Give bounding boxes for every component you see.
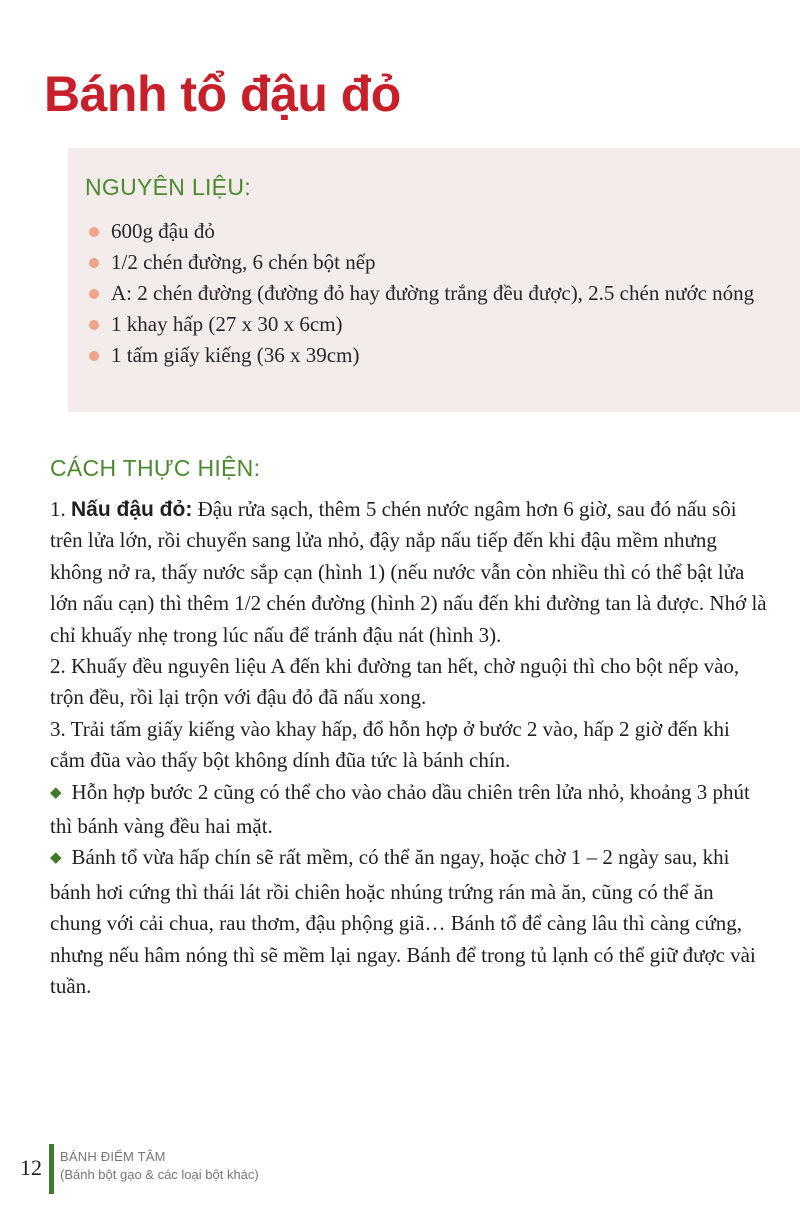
- ingredients-list: [84, 216, 784, 371]
- page-number: 12: [20, 1155, 42, 1180]
- footer-subtitle: (Bánh bột gạo & các loại bột khác): [60, 1167, 259, 1182]
- tip-1-text: Hỗn hợp bước 2 cũng có thể cho vào chảo dầu chiên trên lửa nhỏ, khoảng 3 phút thì bánh vàng đều hai mặt.: [50, 779, 750, 839]
- ingredients-heading: NGUYÊN LIỆU:: [85, 174, 251, 200]
- method-heading: CÁCH THỰC HIỆN:: [50, 455, 261, 481]
- step-1-title: Nấu đậu đỏ:: [71, 498, 193, 521]
- step-3: 3. Trải tấm giấy kiếng vào khay hấp, đổ hỗn hợp ở bước 2 vào, hấp 2 giờ đến khi cắm đũa vào thấy bột không dính đũa tức là bánh chín.: [50, 716, 730, 773]
- tip-2: [50, 842, 770, 1002]
- ingredient-item: 1 khay hấp (27 x 30 x 6cm): [84, 309, 784, 340]
- tip-2-text: Bánh tổ vừa hấp chín sẽ rất mềm, có thể ăn ngay, hoặc chờ 1 – 2 ngày sau, khi bánh hơi cứng thì thái lát rồi chiên hoặc nhúng trứng rán mà ăn, cũng có thể ăn chung với cải chua, rau thơm, đậu phộng giã… Bánh tổ để càng lâu thì càng cứng, nhưng nếu hâm nóng thì sẽ mềm lại ngay. Bánh để trong tủ lạnh có thể giữ được vài tuần.: [50, 845, 756, 999]
- step-1-text: Đậu rửa sạch, thêm 5 chén nước ngâm hơn 6 giờ, sau đó nấu sôi trên lửa lớn, rồi chuyển sang lửa nhỏ, đậy nắp nấu tiếp đến khi đậu mềm nhưng không nở ra, thấy nước sắp cạn (hình 1) (nếu nước vẫn còn nhiều thì có thể bật lửa lớn nấu cạn) thì thêm 1/2 chén đường (hình 2) nấu đến khi đường tan là được. Nhớ là chỉ khuấy nhẹ trong lúc nấu để tránh đậu nát (hình 3).: [50, 497, 767, 647]
- step-1-number: 1.: [50, 497, 71, 521]
- ingredient-item: A: 2 chén đường (đường đỏ hay đường trắng đều được), 2.5 chén nước nóng: [84, 278, 784, 309]
- footer-section-title: BÁNH ĐIỂM TÂM: [60, 1149, 166, 1164]
- step-1: [50, 494, 770, 651]
- method-body: [50, 494, 770, 1003]
- recipe-title: Bánh tổ đậu đỏ: [44, 66, 401, 122]
- ingredient-item: 1 tấm giấy kiếng (36 x 39cm): [84, 340, 784, 371]
- ingredient-item: 1/2 chén đường, 6 chén bột nếp: [84, 247, 784, 278]
- tip-1: [50, 777, 770, 843]
- ingredient-item: 600g đậu đỏ: [84, 216, 784, 247]
- diamond-bullet-icon: ◆: [50, 784, 62, 801]
- step-2: 2. Khuấy đều nguyên liệu A đến khi đường tan hết, chờ nguội thì cho bột nếp vào, trộn đều, rồi lại trộn với đậu đỏ đã nấu xong.: [50, 654, 740, 710]
- diamond-bullet-icon: ◆: [50, 850, 62, 867]
- footer-divider: [49, 1144, 54, 1194]
